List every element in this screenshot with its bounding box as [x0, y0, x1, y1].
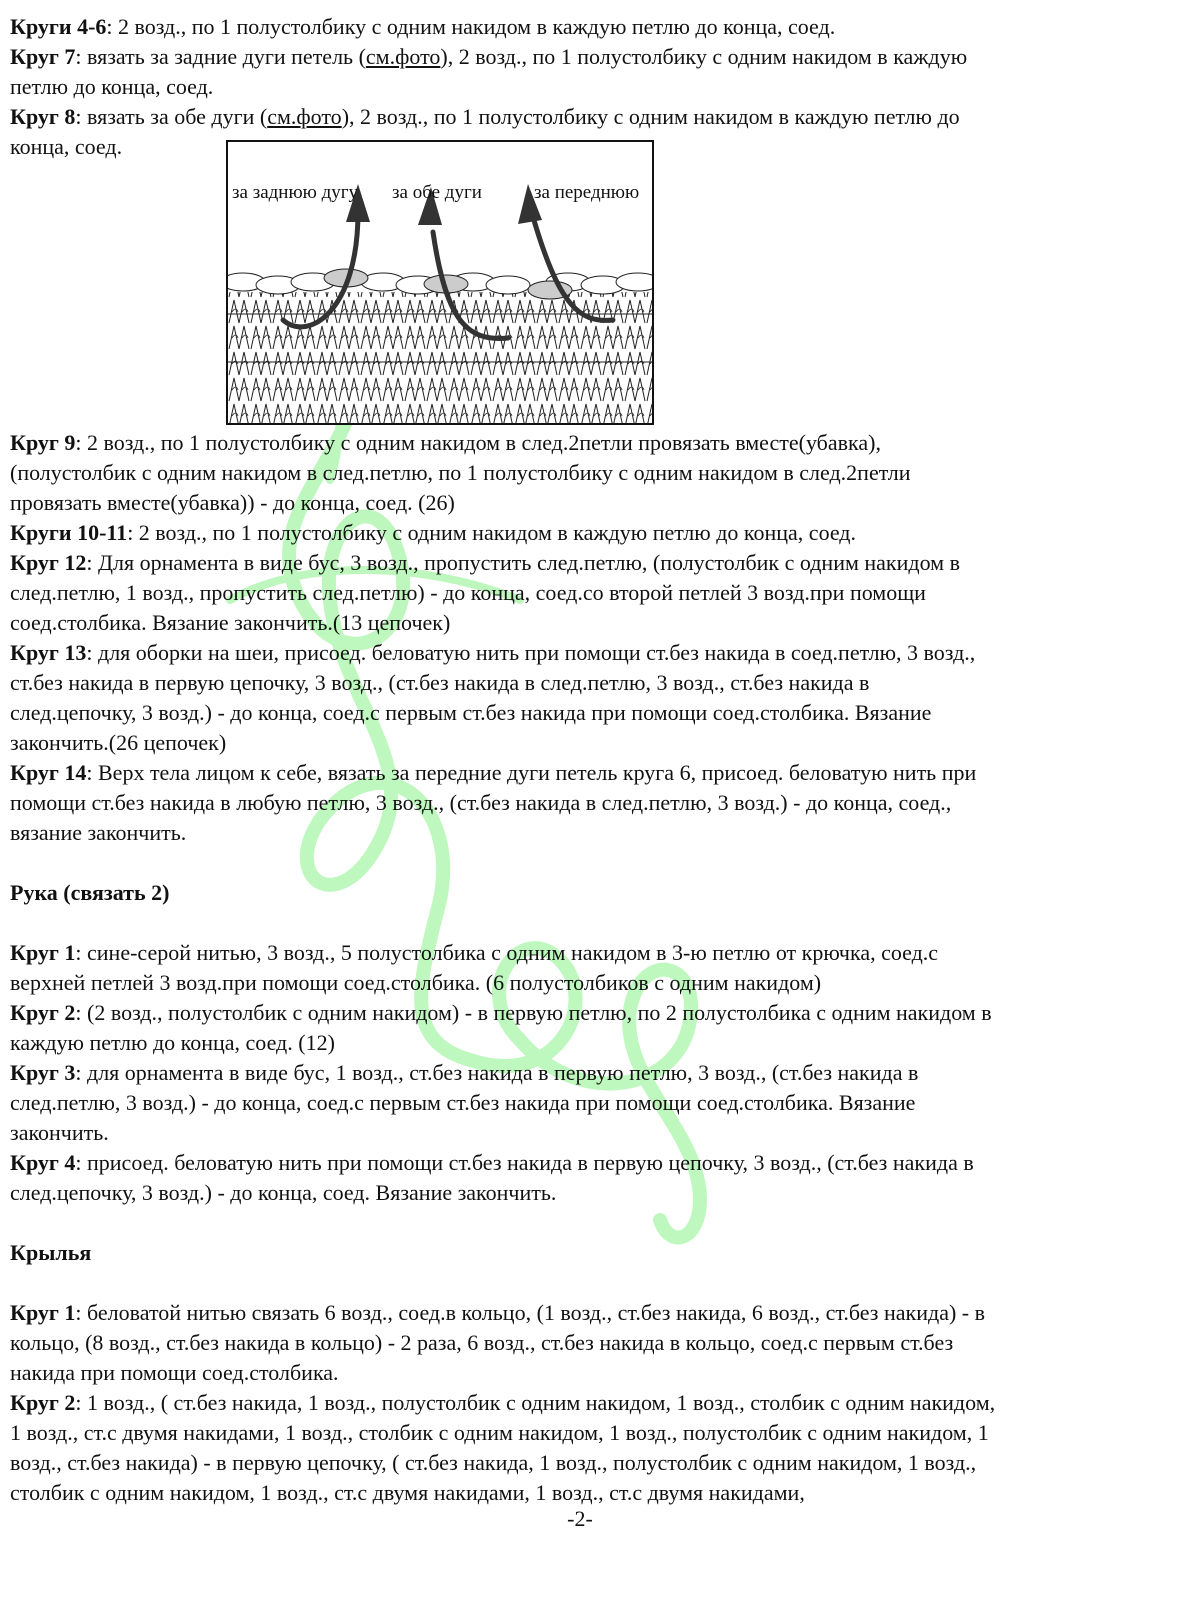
- instruction-paragraph: [10, 518, 1190, 548]
- round-label: Круг 2: [10, 1000, 76, 1025]
- round-label: Крылья: [10, 1240, 92, 1265]
- text-run: : присоед. беловатую нить при помощи ст.без накида в первую цепочку, 3 возд., (ст.без накида в: [75, 1150, 974, 1175]
- round-label: Круг 13: [10, 640, 87, 665]
- text-line: [10, 488, 1190, 518]
- text-run: : 1 возд., ( ст.без накида, 1 возд., полустолбик с одним накидом, 1 возд., столбик с одним накидом,: [75, 1390, 996, 1415]
- text-run: каждую петлю до конца, соед. (12): [10, 1030, 335, 1055]
- label-front-loop: за переднюю: [534, 182, 640, 203]
- text-line: [10, 518, 1190, 548]
- text-run: соед.столбика. Вязание закончить.(13 цепочек): [10, 610, 451, 635]
- text-line: [10, 1148, 1190, 1178]
- round-label: Круг 14: [10, 760, 87, 785]
- instruction-paragraph: [10, 428, 1190, 518]
- blank-line: [10, 908, 1190, 938]
- text-line: [10, 608, 1190, 638]
- text-run: верхней петлей 3 возд.при помощи соед.столбика. (6 полустолбиков с одним накидом): [10, 970, 822, 995]
- text-run: : для оборки на шеи, присоед. беловатую нить при помощи ст.без накида в соед.петлю, 3 возд.,: [86, 640, 976, 665]
- blank-line: [10, 848, 1190, 878]
- text-line: [10, 1088, 1190, 1118]
- text-line: [10, 788, 1190, 818]
- text-run: закончить.: [10, 1120, 109, 1145]
- label-both-loops: за обе дуги: [392, 182, 482, 203]
- text-line: [10, 668, 1190, 698]
- text-line: [10, 1388, 1190, 1418]
- text-run: ст.без накида в первую цепочку, 3 возд., (ст.без накида в след.петлю, 3 возд., ст.без накида в: [10, 670, 870, 695]
- text-line: [10, 428, 1190, 458]
- text-run: : Для орнамента в виде бус, 3 возд., пропустить след.петлю, (полустолбик с одним накидом в: [86, 550, 960, 575]
- text-line: [10, 12, 1190, 42]
- text-line: [10, 1298, 1190, 1328]
- text-line: [10, 728, 1190, 758]
- text-line: [10, 998, 1190, 1028]
- text-run: накида при помощи соед.столбика.: [10, 1360, 339, 1385]
- text-line: [10, 1448, 1190, 1478]
- text-run: след.петлю, 1 возд., пропустить след.петлю) - до конца, соед.со второй петлей 3 возд.при помощи: [10, 580, 926, 605]
- instruction-paragraph: [10, 878, 1190, 908]
- text-line: [10, 1178, 1190, 1208]
- text-line: [10, 1418, 1190, 1448]
- text-run: след.цепочку, 3 возд.) - до конца, соед.с первым ст.без накида при помощи соед.столбика. Вязание: [10, 700, 932, 725]
- round-label: Круг 2: [10, 1390, 76, 1415]
- instruction-paragraph: [10, 1238, 1190, 1268]
- photo-reference-link: см.фото: [267, 104, 342, 129]
- text-line: [10, 458, 1190, 488]
- text-line: [10, 968, 1190, 998]
- text-run: ), 2 возд., по 1 полустолбику с одним накидом в каждую петлю до: [341, 104, 960, 129]
- text-run: : Верх тела лицом к себе, вязать за передние дуги петель круга 6, присоед. беловатую нить при: [86, 760, 977, 785]
- text-run: вязание закончить.: [10, 820, 187, 845]
- round-label: Круг 7: [10, 44, 76, 69]
- round-label: Круг 3: [10, 1060, 76, 1085]
- round-label: Круг 1: [10, 1300, 76, 1325]
- instruction-paragraph: [10, 548, 1190, 638]
- label-back-loop: за заднюю дугу: [232, 182, 359, 203]
- blank-line: [10, 1268, 1190, 1298]
- instruction-paragraph: [10, 938, 1190, 998]
- round-label: Круг 1: [10, 940, 76, 965]
- page-number: -2-: [567, 1506, 593, 1531]
- text-line: [10, 72, 1190, 102]
- text-run: ), 2 возд., по 1 полустолбику с одним накидом в каждую: [440, 44, 968, 69]
- instruction-paragraph: [10, 42, 1190, 102]
- text-line: [10, 548, 1190, 578]
- text-run: помощи ст.без накида в любую петлю, 3 возд., (ст.без накида в след.петлю, 3 возд.) - до конца, соед.,: [10, 790, 952, 815]
- text-line: [10, 1358, 1190, 1388]
- text-line: [10, 578, 1190, 608]
- text-run: конца, соед.: [10, 134, 123, 159]
- round-label: Круг 4: [10, 1150, 76, 1175]
- text-run: : 2 возд., по 1 полустолбику с одним накидом в каждую петлю до конца, соед.: [127, 520, 857, 545]
- instruction-paragraph: [10, 1058, 1190, 1148]
- text-line: [10, 638, 1190, 668]
- instruction-paragraph: [10, 12, 1190, 42]
- text-run: след.петлю, 3 возд.) - до конца, соед.с первым ст.без накида при помощи соед.столбика. Вязание: [10, 1090, 916, 1115]
- instruction-paragraph: [10, 998, 1190, 1058]
- text-run: кольцо, (8 возд., ст.без накида в кольцо) - 2 раза, 6 возд., ст.без накида в кольцо, соед.с первым ст.без: [10, 1330, 954, 1355]
- text-run: столбик с одним накидом, 1 возд., ст.с двумя накидами, 1 возд., ст.с двумя накидами,: [10, 1480, 805, 1505]
- instruction-paragraph: [10, 1298, 1190, 1388]
- text-run: : вязать за задние дуги петель (: [75, 44, 366, 69]
- blank-line: [10, 1208, 1190, 1238]
- text-run: (полустолбик с одним накидом в след.петлю, по 1 полустолбику с одним накидом в след.2петли: [10, 460, 911, 485]
- text-line: [10, 938, 1190, 968]
- text-run: закончить.(26 цепочек): [10, 730, 227, 755]
- text-run: : 2 возд., по 1 полустолбику с одним накидом в след.2петли провязать вместе(убавка),: [75, 430, 881, 455]
- round-label: Рука (связать 2): [10, 880, 170, 905]
- text-run: возд., ст.без накида) - в первую цепочку, ( ст.без накида, 1 возд., полустолбик с одним накидом, 1 возд.,: [10, 1450, 977, 1475]
- photo-reference-link: см.фото: [365, 44, 441, 69]
- text-line: [10, 758, 1190, 788]
- text-run: : для орнамента в виде бус, 1 возд., ст.без накида в первую петлю, 3 возд., (ст.без накида в: [75, 1060, 919, 1085]
- round-label: Круг 9: [10, 430, 76, 455]
- text-run: провязать вместе(убавка)) - до конца, соед. (26): [10, 490, 455, 515]
- text-line: [10, 1478, 1190, 1508]
- text-run: : вязать за обе дуги (: [75, 104, 268, 129]
- text-line: [10, 1328, 1190, 1358]
- text-line: [10, 818, 1190, 848]
- instruction-paragraph: [10, 758, 1190, 848]
- text-run: петлю до конца, соед.: [10, 74, 214, 99]
- text-line: [10, 1058, 1190, 1088]
- round-label: Круг 8: [10, 104, 76, 129]
- text-run: : 2 возд., по 1 полустолбику с одним накидом в каждую петлю до конца, соед.: [106, 14, 836, 39]
- instruction-paragraph: [10, 638, 1190, 758]
- text-run: след.цепочку, 3 возд.) - до конца, соед. Вязание закончить.: [10, 1180, 557, 1205]
- round-label: Круг 12: [10, 550, 87, 575]
- round-label: Круги 10-11: [10, 520, 128, 545]
- text-line: [10, 878, 1190, 908]
- instruction-paragraph: [10, 1148, 1190, 1208]
- stitch-loops-diagram: [226, 140, 654, 425]
- text-line: [10, 698, 1190, 728]
- text-line: [10, 1118, 1190, 1148]
- text-run: : сине-серой нитью, 3 возд., 5 полустолбика с одним накидом в 3-ю петлю от крючка, соед.с: [75, 940, 939, 965]
- instruction-paragraph: [10, 1388, 1190, 1508]
- round-label: Круги 4-6: [10, 14, 107, 39]
- text-line: [10, 42, 1190, 72]
- text-run: : (2 возд., полустолбик с одним накидом) - в первую петлю, по 2 полустолбика с одним накидом в: [75, 1000, 992, 1025]
- text-line: [10, 102, 1190, 132]
- text-line: [10, 1238, 1190, 1268]
- text-line: [10, 1028, 1190, 1058]
- text-run: 1 возд., ст.с двумя накидами, 1 возд., столбик с одним накидом, 1 возд., полустолбик с одним накидом, 1: [10, 1420, 989, 1445]
- text-run: : беловатой нитью связать 6 возд., соед.в кольцо, (1 возд., ст.без накида, 6 возд., ст.без накида) - в: [75, 1300, 985, 1325]
